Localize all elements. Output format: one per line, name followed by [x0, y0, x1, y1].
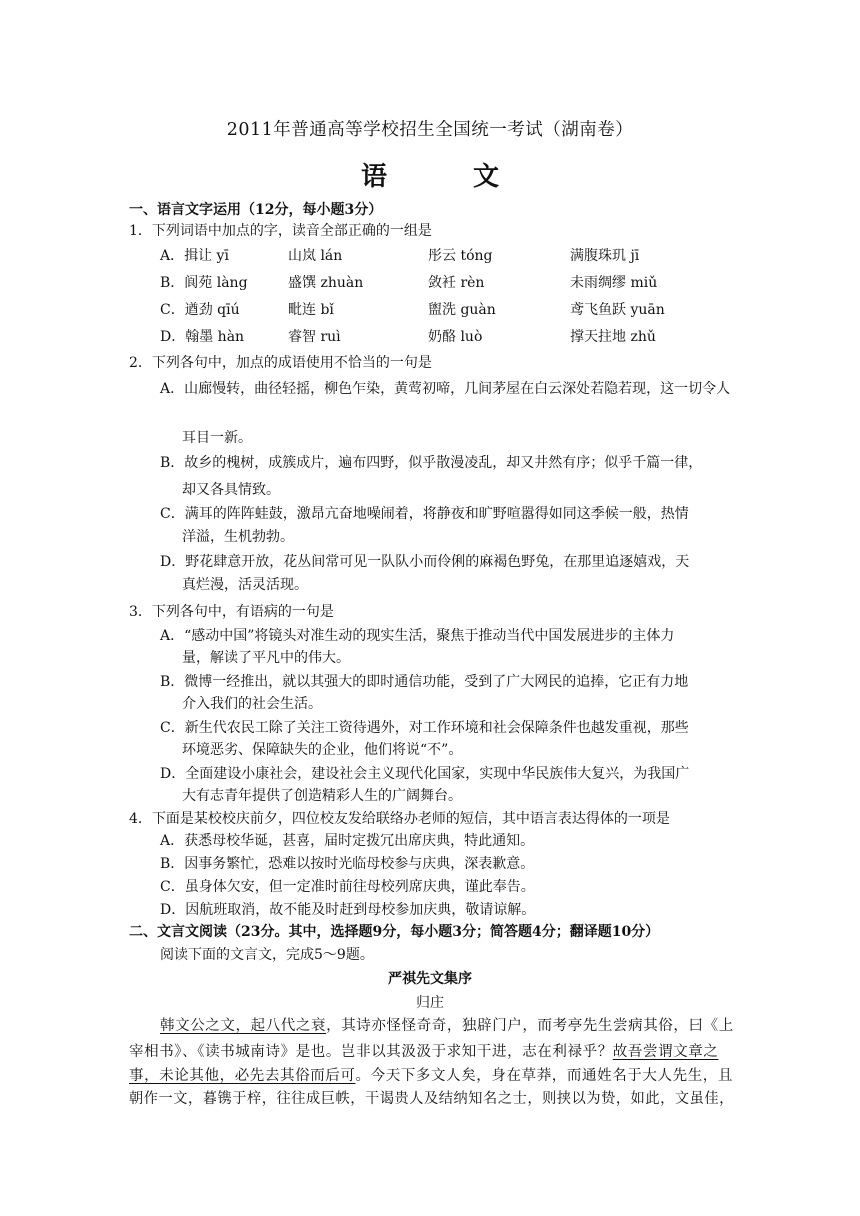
q3-a-line2: 量，解读了平凡中的伟大。 — [182, 650, 350, 666]
q2-a-line1: A．山廊慢转，曲径轻摇，柳色乍染，黄莺初啼，几间茅屋在白云深处若隐若现，这一切令人 — [160, 381, 731, 397]
q4-option-a: A．获悉母校华诞，甚喜，届时定拨冗出席庆典，特此通知。 — [160, 833, 535, 849]
passage-line-4: 朝作一文，暮镌于梓，往往成巨帙，干谒贵人及结纳知名之士，则挟以为贽，如此，文虽佳， — [129, 1091, 734, 1107]
q2-d-line2: 真烂漫，活灵活现。 — [182, 577, 308, 593]
q3-b-line1: B．微博一经推出，就以其强大的即时通信功能，受到了广大网民的追捧，它正有力地 — [160, 674, 689, 690]
q4-option-c: C．虽身体欠安，但一定准时前往母校列席庆典，谨此奉告。 — [160, 879, 535, 895]
section-1-heading: 一、语言文字运用（12分，每小题3分） — [129, 202, 383, 218]
q1-b-3: 敛衽 rèn — [428, 275, 485, 291]
q1-d-2: 睿智 ruì — [288, 329, 341, 345]
q1-d-4: 撑天拄地 zhǔ — [570, 329, 656, 345]
subject-title: 语 文 — [360, 162, 529, 192]
q1-c-1: C．遒劲 qīú — [160, 302, 240, 318]
q3-d-line1: D．全面建设小康社会，建设社会主义现代化国家，实现中华民族伟大复兴，为我国广 — [160, 766, 690, 782]
q2-c-line1: C．满耳的阵阵蛙鼓，激昂亢奋地噪闹着，将静夜和旷野喧嚣得如同这季候一般，热情 — [160, 506, 689, 522]
passage-title: 严祺先文集序 — [388, 971, 472, 987]
q2-d-line1: D．野花肆意开放，花丛间常可见一队队小而伶俐的麻褐色野兔，在那里追逐嬉戏，天 — [160, 554, 690, 570]
q1-b-4: 未雨绸缪 miǔ — [570, 275, 658, 291]
q2-b-line2: 却又各具情致。 — [182, 482, 280, 498]
q1-a-1: A．揖让 yī — [160, 248, 229, 264]
q4-option-d: D．因航班取消，故不能及时赶到母校参加庆典，敬请谅解。 — [160, 902, 536, 918]
passage-author: 归庄 — [416, 995, 444, 1011]
passage-underlined-3: 事，未论其他，必先去其俗而后可 — [129, 1068, 356, 1084]
q3-c-line2: 环境恶劣、保障缺失的企业，他们将说“不”。 — [182, 742, 463, 758]
reading-instruction: 阅读下面的文言文，完成5～9题。 — [160, 947, 374, 963]
q3-stem: 3．下列各句中，有语病的一句是 — [129, 604, 334, 620]
q3-c-line1: C．新生代农民工除了关注工资待遇外，对工作环境和社会保障条件也越发重视，那些 — [160, 720, 689, 736]
q1-b-2: 盛馔 zhuàn — [288, 275, 364, 291]
q2-stem: 2．下列各句中，加点的成语使用不恰当的一句是 — [129, 355, 432, 371]
section-2-heading: 二、文言文阅读（23分。其中，选择题9分，每小题3分；简答题4分；翻译题10分） — [129, 924, 660, 940]
q1-stem: 1．下列词语中加点的字，读音全部正确的一组是 — [129, 223, 432, 239]
q2-b-line1: B．故乡的槐树，成簇成片，遍布四野，似乎散漫凌乱，却又井然有序；似乎千篇一律， — [160, 455, 703, 471]
passage-line-3 — [129, 1066, 733, 1086]
q3-d-line2: 大有志青年提供了创造精彩人生的广阔舞台。 — [182, 788, 462, 804]
q4-stem: 4．下面是某校校庆前夕，四位校友发给联络办老师的短信，其中语言表达得体的一项是 — [129, 811, 670, 827]
passage-text-2: 宰相书》、《读书城南诗》是也。岂非以其汲汲于求知干进，志在利禄乎？ — [129, 1044, 613, 1060]
q1-c-4: 鸢飞鱼跃 yuān — [570, 302, 665, 318]
q1-d-3: 奶酪 luò — [428, 329, 483, 345]
q2-a-line2: 耳目一新。 — [182, 430, 252, 446]
q3-b-line2: 介入我们的社会生活。 — [182, 696, 322, 712]
q3-a-line1: A．“感动中国”将镜头对准生动的现实生活，聚焦于推动当代中国发展进步的主体力 — [160, 628, 675, 644]
q1-a-2: 山岚 lán — [288, 248, 343, 264]
passage-text-1: ，其诗亦怪怪奇奇，独辟门户，而考亭先生尝病其俗，曰《上 — [326, 1018, 734, 1034]
q1-b-1: B．阆苑 làng — [160, 275, 248, 291]
passage-line-2 — [129, 1042, 719, 1062]
passage-underlined-1: 韩文公之文，起八代之衰 — [160, 1018, 327, 1034]
q4-option-b: B．因事务繁忙，恐难以按时光临母校参与庆典，深表歉意。 — [160, 856, 535, 872]
passage-line-1 — [160, 1016, 734, 1036]
q2-c-line2: 洋溢，生机勃勃。 — [182, 529, 294, 545]
q1-a-4: 满腹珠玑 jī — [570, 248, 640, 264]
passage-underlined-2: 故吾尝谓文章之 — [612, 1044, 719, 1060]
q1-c-2: 毗连 bǐ — [288, 302, 334, 318]
q1-d-1: D．翰墨 hàn — [160, 329, 245, 345]
q1-c-3: 盥洗 guàn — [428, 302, 496, 318]
passage-text-3: 。今天下多文人矣，身在草莽，而通姓名于大人先生，且 — [355, 1068, 733, 1084]
exam-title: 2011年普通高等学校招生全国统一考试（湖南卷） — [226, 120, 634, 140]
q1-a-3: 彤云 tóng — [428, 248, 493, 264]
